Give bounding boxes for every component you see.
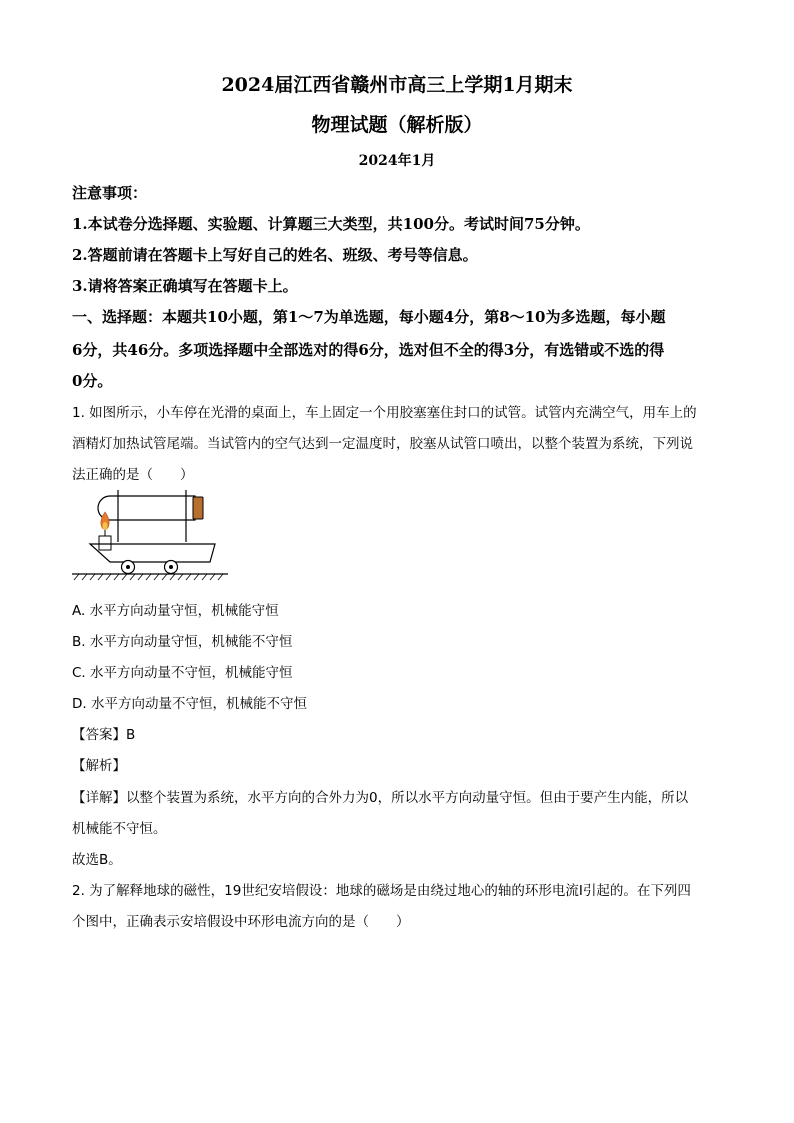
document-title: 2024届江西省赣州市高三上学期1月期末 <box>221 74 573 96</box>
q2-stem-line-2: 个图中，正确表示安培假设中环形电流方向的是（ ） <box>72 914 410 930</box>
q1-analysis-label: 【解析】 <box>72 758 126 774</box>
q1-option-d: D. 水平方向动量不守恒，机械能不守恒 <box>72 696 307 712</box>
note-item-1: 1.本试卷分选择题、实验题、计算题三大类型，共100分。考试时间75分钟。 <box>72 215 590 233</box>
q1-conclusion: 故选B。 <box>72 852 122 868</box>
q1-answer: 【答案】B <box>72 727 136 743</box>
rubber-stopper <box>193 497 203 519</box>
document-date: 2024年1月 <box>358 153 436 169</box>
q1-stem-line-3: 法正确的是（ ） <box>72 467 194 483</box>
test-tube <box>98 496 195 520</box>
notes-heading: 注意事项： <box>72 184 148 202</box>
note-item-3: 3.请将答案正确填写在答题卡上。 <box>72 277 298 295</box>
alcohol-lamp <box>99 536 111 550</box>
q2-stem-line-1: 2. 为了解释地球的磁性，19世纪安培假设：地球的磁场是由绕过地心的轴的环形电流I引起的。在下列四 <box>72 883 691 899</box>
section1-instruction-line-2: 6分，共46分。多项选择题中全部选对的得6分，选对但不全的得3分，有选错或不选的得 <box>72 341 665 359</box>
note-item-2: 2.答题前请在答题卡上写好自己的姓名、班级、考号等信息。 <box>72 246 478 264</box>
q1-option-a: A. 水平方向动量守恒，机械能守恒 <box>72 603 279 619</box>
q1-option-b: B. 水平方向动量守恒，机械能不守恒 <box>72 634 293 650</box>
q1-detail-line-1: 【详解】以整个装置为系统，水平方向的合外力为0，所以水平方向动量守恒。但由于要产生内能，所以 <box>72 790 689 806</box>
q1-stem-line-2: 酒精灯加热试管尾端。当试管内的空气达到一定温度时，胶塞从试管口喷出，以整个装置为系统，下列说 <box>72 436 693 452</box>
document-subtitle: 物理试题（解析版） <box>311 114 483 136</box>
q1-detail-line-2: 机械能不守恒。 <box>72 821 167 837</box>
q1-stem-line-1: 1. 如图所示，小车停在光滑的桌面上，车上固定一个用胶塞塞住封口的试管。试管内充满空气，用车上的 <box>72 405 697 421</box>
section1-instruction-line-3: 0分。 <box>72 372 113 390</box>
section1-instruction-line-1: 一、选择题：本题共10小题，第1～7为单选题，每小题4分，第8～10为多选题，每小题 <box>72 308 666 326</box>
q1-option-c: C. 水平方向动量不守恒，机械能守恒 <box>72 665 293 681</box>
cart-test-tube-figure <box>70 488 230 584</box>
